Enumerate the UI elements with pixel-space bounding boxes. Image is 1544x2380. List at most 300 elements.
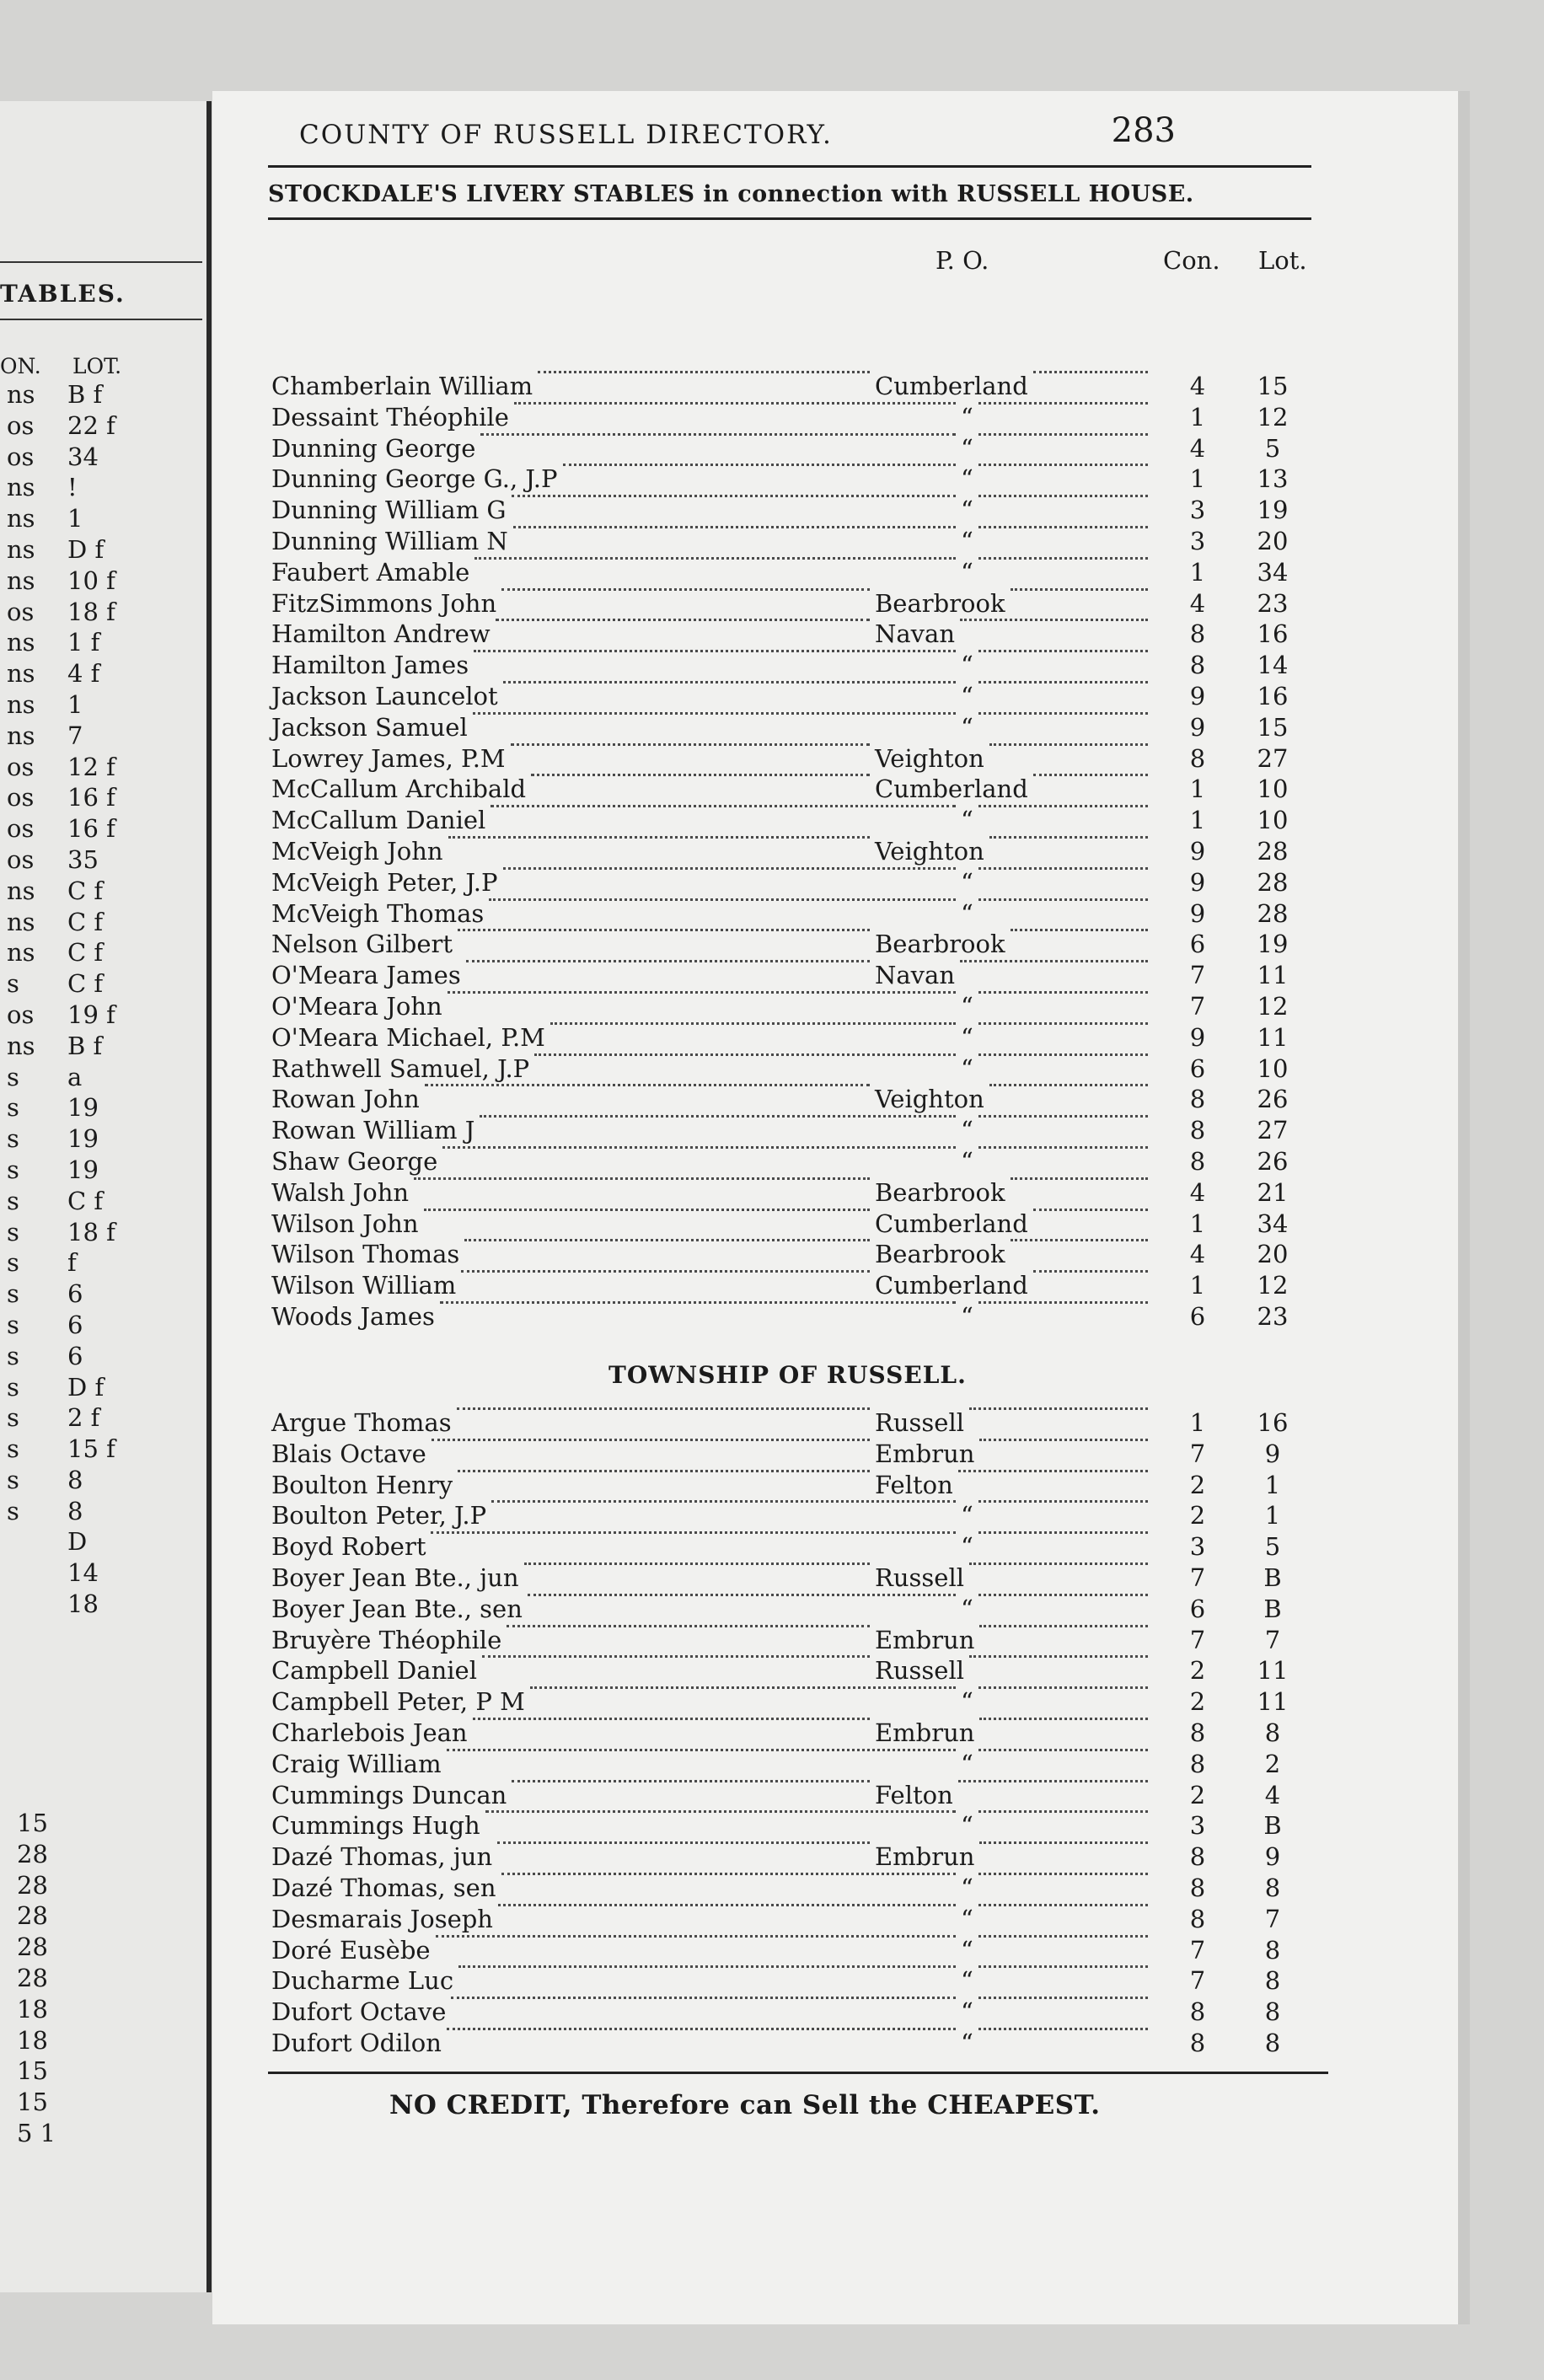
left-con-value: os [7, 1000, 35, 1029]
dot-leader [414, 1177, 870, 1180]
dot-leader [432, 1439, 870, 1441]
resident-name: O'Meara John [271, 991, 442, 1021]
post-office: “ [961, 496, 973, 525]
directory-entry [0, 464, 1315, 495]
resident-name: Hamilton Andrew [271, 619, 491, 649]
resident-name: Faubert Amable [271, 557, 470, 587]
left-lot-value: C f [67, 938, 104, 968]
lot-number: B [1263, 1811, 1282, 1841]
left-lot-value: 16 f [67, 783, 115, 812]
dot-leader [464, 1239, 870, 1241]
dot-leader [978, 1301, 1148, 1304]
dot-leader [496, 619, 870, 621]
post-office: Bearbrook [875, 1177, 1005, 1207]
post-office: Cumberland [875, 1271, 1028, 1300]
concession-number: 8 [1189, 743, 1206, 773]
page-number: 283 [1111, 111, 1176, 150]
left-lot-value: C f [67, 876, 104, 905]
post-office: “ [961, 402, 973, 432]
left-lot-value: 1 [67, 504, 83, 533]
post-office: “ [961, 1532, 973, 1562]
dot-leader [1033, 1209, 1148, 1211]
left-lot-value: 12 f [67, 752, 115, 781]
post-office: “ [961, 1873, 973, 1902]
dot-leader [978, 402, 1148, 405]
concession-number: 9 [1189, 681, 1206, 710]
left-con-value: os [7, 844, 35, 874]
left-con-value: os [7, 814, 35, 844]
directory-entry [0, 1146, 1315, 1177]
left-lot-value: 10 f [67, 566, 115, 595]
dot-leader [512, 1780, 870, 1782]
directory-entry [0, 1965, 1315, 1997]
directory-entry [0, 1625, 1315, 1656]
russell-entries [0, 1407, 1315, 2059]
post-office: “ [961, 464, 973, 494]
left-lot-value: 18 f [67, 1217, 115, 1246]
advertisement-bottom: NO CREDIT, Therefore can Sell the CHEAPEST. [389, 2090, 1101, 2120]
dot-leader [563, 464, 956, 466]
left-con-value: s [7, 1496, 19, 1525]
post-office: Cumberland [875, 1209, 1028, 1238]
dot-leader [1011, 588, 1148, 591]
resident-name: Boyd Robert [271, 1532, 426, 1562]
dot-leader [1011, 1177, 1148, 1180]
directory-entry [0, 588, 1315, 619]
resident-name: O'Meara James [271, 961, 461, 990]
resident-name: Wilson John [271, 1209, 419, 1238]
directory-entry [0, 1407, 1315, 1439]
resident-name: Wilson William [271, 1271, 457, 1300]
lot-number: 23 [1257, 1301, 1289, 1331]
directory-entry [0, 898, 1315, 930]
left-lot-value: 8 [67, 1496, 83, 1525]
concession-number: 8 [1189, 2028, 1206, 2057]
left-con-value: ns [7, 534, 35, 564]
directory-entry [0, 1780, 1315, 1811]
resident-name: Dufort Odilon [271, 2028, 442, 2057]
post-office: “ [961, 1116, 973, 1145]
lot-number: 27 [1257, 1116, 1289, 1145]
resident-name: Craig William [271, 1749, 442, 1778]
concession-number: 1 [1189, 402, 1206, 432]
dot-leader [425, 1084, 870, 1086]
dot-leader [480, 1115, 956, 1118]
lot-number: 21 [1257, 1177, 1289, 1207]
dot-leader [1011, 929, 1148, 931]
left-lot-value: D f [67, 534, 105, 564]
advertisement-top: STOCKDALE'S LIVERY STABLES in connection with RUSSELL HOUSE. [268, 181, 1194, 207]
dot-leader [531, 774, 870, 776]
left-lot-value: D f [67, 1372, 105, 1402]
post-office: “ [961, 898, 973, 928]
dot-leader [969, 1563, 1148, 1565]
dot-leader [489, 898, 956, 901]
concession-number: 8 [1189, 1116, 1206, 1145]
dot-leader [958, 1470, 1148, 1472]
left-lot-value: 28 [17, 1963, 48, 1992]
dot-leader [1011, 1239, 1148, 1241]
left-con-value: ns [7, 380, 35, 409]
resident-name: McVeigh Thomas [271, 898, 485, 928]
left-con-value: ns [7, 628, 35, 657]
left-con-value: s [7, 1310, 19, 1339]
left-con-head: ON. [0, 354, 41, 378]
concession-number: 8 [1189, 619, 1206, 649]
dot-leader [978, 1904, 1148, 1906]
resident-name: FitzSimmons John [271, 588, 497, 618]
post-office: “ [961, 1146, 973, 1176]
lot-number: 2 [1264, 1749, 1281, 1778]
directory-entry [0, 1563, 1315, 1594]
post-office: Russell [875, 1656, 964, 1686]
concession-number: 1 [1189, 806, 1206, 835]
resident-name: Chamberlain William [271, 372, 533, 400]
dot-leader [473, 1718, 870, 1720]
dot-leader [978, 1500, 1148, 1503]
directory-entry [0, 371, 1315, 402]
left-lot-value: 35 [67, 844, 99, 874]
left-lot-value: 18 [17, 2025, 48, 2055]
left-lot-value: B f [67, 380, 103, 409]
directory-entry [0, 1500, 1315, 1531]
con-column-header: Con. [1163, 246, 1220, 275]
concession-number: 1 [1189, 1408, 1206, 1437]
concession-number: 4 [1189, 433, 1206, 463]
lot-number: 28 [1257, 898, 1289, 928]
lot-number: 34 [1257, 557, 1289, 587]
dot-leader [978, 898, 1148, 901]
resident-name: Boulton Henry [271, 1470, 453, 1499]
concession-number: 4 [1189, 1177, 1206, 1207]
left-lot-value: 19 [67, 1093, 99, 1123]
dot-leader [513, 526, 956, 528]
directory-entry [0, 1209, 1315, 1240]
left-con-value: s [7, 1465, 19, 1494]
post-office: “ [961, 557, 973, 587]
lot-number: 12 [1257, 991, 1289, 1021]
left-con-value: ns [7, 566, 35, 595]
left-lot-value: 5 1 [17, 2118, 56, 2147]
dot-leader [978, 805, 1148, 807]
directory-entry [0, 1749, 1315, 1780]
dot-leader [978, 1810, 1148, 1813]
lot-number: 20 [1257, 526, 1289, 555]
dot-leader [989, 836, 1148, 839]
dot-leader [978, 495, 1148, 497]
concession-number: 8 [1189, 1085, 1206, 1114]
post-office: “ [961, 1053, 973, 1083]
dot-leader [978, 1531, 1148, 1534]
resident-name: Walsh John [271, 1177, 410, 1207]
lot-number: 13 [1257, 464, 1289, 494]
concession-number: 3 [1189, 496, 1206, 525]
left-con-value: os [7, 410, 35, 440]
resident-name: Lowrey James, P.M [271, 743, 506, 773]
left-lot-value: 1 [67, 689, 83, 719]
left-lot-value: 28 [17, 1839, 48, 1868]
left-con-value: ns [7, 659, 35, 689]
left-lot-value: 15 [17, 2056, 48, 2086]
post-office: “ [961, 1687, 973, 1717]
left-lot-value: 1 f [67, 628, 100, 657]
dot-leader [458, 1965, 956, 1968]
dot-leader [442, 1146, 956, 1149]
lot-number: 8 [1264, 1935, 1281, 1965]
lot-number: 34 [1257, 1209, 1289, 1238]
lot-number: 1 [1264, 1470, 1281, 1499]
post-office: “ [961, 526, 973, 555]
left-con-value: ns [7, 907, 35, 936]
left-con-value: s [7, 1124, 19, 1154]
concession-number: 2 [1189, 1780, 1206, 1809]
lot-number: 9 [1264, 1439, 1281, 1468]
header-rule [268, 165, 1311, 168]
concession-number: 9 [1189, 898, 1206, 928]
lot-number: 7 [1264, 1625, 1281, 1654]
left-con-value: ns [7, 938, 35, 968]
resident-name: Dazé Thomas, jun [271, 1842, 493, 1872]
left-con-value: s [7, 1155, 19, 1184]
left-lot-head: LOT. [72, 354, 122, 378]
left-con-value: s [7, 1093, 19, 1123]
lot-number: 20 [1257, 1240, 1289, 1269]
dot-leader [503, 681, 956, 683]
lot-number: 11 [1257, 1687, 1289, 1717]
left-lot-value: 6 [67, 1310, 83, 1339]
post-office: Cumberland [875, 372, 1028, 400]
dot-leader [491, 805, 956, 807]
concession-number: 9 [1189, 1022, 1206, 1052]
lot-number: 28 [1257, 836, 1289, 866]
dot-leader [960, 619, 1148, 621]
left-lot-value: ! [67, 473, 78, 502]
dot-leader [528, 1594, 956, 1596]
directory-entry [0, 433, 1315, 464]
dot-leader [491, 1500, 956, 1503]
directory-entry [0, 402, 1315, 433]
post-office: “ [961, 1811, 973, 1841]
post-office: Bearbrook [875, 588, 1005, 618]
dot-leader [485, 1810, 956, 1813]
directory-entry [0, 1053, 1315, 1085]
left-lot-value: 18 f [67, 597, 115, 626]
post-office: “ [961, 1749, 973, 1778]
directory-entry [0, 960, 1315, 991]
left-con-value: s [7, 1279, 19, 1309]
directory-entry [0, 1301, 1315, 1332]
dot-leader [458, 929, 870, 931]
dot-leader [978, 650, 1148, 652]
post-office: Veighton [875, 743, 984, 773]
dot-leader [451, 1997, 956, 1999]
left-lot-value: 22 f [67, 410, 115, 440]
directory-entry [0, 1177, 1315, 1209]
left-con-value: s [7, 1341, 19, 1370]
dot-leader [474, 650, 956, 652]
left-lot-value: C f [67, 907, 104, 936]
directory-entry [0, 650, 1315, 681]
left-lot-value: a [67, 1062, 83, 1091]
directory-entry [0, 743, 1315, 775]
post-office: “ [961, 1904, 973, 1933]
left-lot-value: 28 [17, 1901, 48, 1931]
dot-leader [436, 1935, 956, 1938]
dot-leader [978, 1749, 1148, 1751]
left-lot-value: C f [67, 969, 104, 999]
dot-leader [458, 1470, 870, 1472]
dot-leader [448, 836, 870, 839]
concession-number: 7 [1189, 1966, 1206, 1996]
resident-name: Cummings Duncan [271, 1780, 507, 1809]
directory-entry [0, 619, 1315, 650]
resident-name: McCallum Archibald [271, 775, 527, 804]
lot-number: 9 [1264, 1842, 1281, 1872]
concession-number: 8 [1189, 1749, 1206, 1778]
directory-entry [0, 1022, 1315, 1053]
left-con-value: ns [7, 504, 35, 533]
left-lot-value: 28 [17, 1870, 48, 1900]
lot-number: 15 [1257, 712, 1289, 742]
dot-leader [978, 1146, 1148, 1149]
post-office: Bearbrook [875, 1240, 1005, 1269]
concession-number: 8 [1189, 1904, 1206, 1933]
post-office: Russell [875, 1563, 964, 1592]
resident-name: Rowan William J [271, 1116, 475, 1145]
left-lot-value: 28 [17, 1932, 48, 1962]
dot-leader [978, 1686, 1148, 1689]
left-con-value: os [7, 597, 35, 626]
directory-entry [0, 1686, 1315, 1718]
concession-number: 6 [1189, 1053, 1206, 1083]
concession-number: 7 [1189, 1625, 1206, 1654]
dot-leader [958, 1780, 1148, 1782]
lot-number: 8 [1264, 2028, 1281, 2057]
directory-entry [0, 1115, 1315, 1146]
concession-number: 3 [1189, 1532, 1206, 1562]
directory-entry [0, 1084, 1315, 1115]
concession-number: 4 [1189, 372, 1206, 400]
lot-number: B [1263, 1563, 1282, 1592]
section-title: TOWNSHIP OF RUSSELL. [608, 1361, 967, 1389]
dot-leader [1033, 371, 1148, 373]
concession-number: 7 [1189, 1563, 1206, 1592]
directory-entry [0, 1594, 1315, 1625]
lot-number: 19 [1257, 496, 1289, 525]
left-con-value: os [7, 783, 35, 812]
left-con-value: os [7, 442, 35, 471]
resident-name: Nelson Gilbert [271, 930, 453, 959]
post-office: Embrun [875, 1842, 975, 1872]
post-office: Felton [875, 1470, 953, 1499]
resident-name: Bruyère Théophile [271, 1625, 502, 1654]
resident-name: Dunning George [271, 433, 476, 463]
lot-number: 5 [1264, 433, 1281, 463]
resident-name: Wilson Thomas [271, 1240, 460, 1269]
dot-leader [978, 1022, 1148, 1025]
po-column-header: P. O. [936, 246, 989, 275]
lot-number: 12 [1257, 402, 1289, 432]
post-office: “ [961, 1301, 973, 1331]
concession-number: 1 [1189, 464, 1206, 494]
left-lot-value: 8 [67, 1465, 83, 1494]
dot-leader [473, 712, 956, 715]
concession-number: 1 [1189, 557, 1206, 587]
directory-entry [0, 1841, 1315, 1873]
left-con-value: s [7, 1403, 19, 1433]
lot-number: 11 [1257, 1022, 1289, 1052]
left-lot-value: 18 [17, 1994, 48, 2024]
dot-leader [989, 1084, 1148, 1086]
concession-number: 1 [1189, 1271, 1206, 1300]
directory-entry [0, 1239, 1315, 1270]
left-con-value: ns [7, 1031, 35, 1060]
dot-leader [978, 712, 1148, 715]
dot-leader [960, 960, 1148, 962]
lot-number: 28 [1257, 867, 1289, 897]
post-office: “ [961, 433, 973, 463]
resident-name: Boyer Jean Bte., jun [271, 1563, 519, 1592]
concession-number: 2 [1189, 1656, 1206, 1686]
lot-number: 8 [1264, 1997, 1281, 2027]
dot-leader [978, 557, 1148, 560]
post-office: Veighton [875, 1085, 984, 1114]
directory-entry [0, 1935, 1315, 1966]
resident-name: Boulton Peter, J.P [271, 1501, 487, 1530]
left-con-value: ns [7, 876, 35, 905]
lot-number: 15 [1257, 372, 1289, 400]
resident-name: Hamilton James [271, 651, 469, 680]
lot-number: 10 [1257, 806, 1289, 835]
dot-leader [440, 1301, 956, 1304]
post-office: “ [961, 806, 973, 835]
lot-number: 27 [1257, 743, 1289, 773]
resident-name: Doré Eusèbe [271, 1935, 431, 1965]
left-con-value: s [7, 1062, 19, 1091]
lot-number: 16 [1257, 619, 1289, 649]
dot-leader [466, 960, 870, 962]
post-office: “ [961, 1997, 973, 2027]
left-con-value: s [7, 969, 19, 999]
dot-leader [448, 991, 956, 994]
left-lot-value: 15 [17, 2088, 48, 2117]
left-con-value: ns [7, 721, 35, 750]
left-lot-value: 6 [67, 1279, 83, 1309]
dot-leader [474, 557, 956, 560]
dot-leader [480, 433, 956, 436]
lot-column-header: Lot. [1258, 246, 1307, 275]
post-office: “ [961, 1935, 973, 1965]
resident-name: Campbell Daniel [271, 1656, 477, 1686]
left-lot-value: 19 [67, 1155, 99, 1184]
post-office: “ [961, 991, 973, 1021]
concession-number: 3 [1189, 526, 1206, 555]
dot-leader [497, 1841, 870, 1844]
lot-number: 16 [1257, 681, 1289, 710]
concession-number: 4 [1189, 588, 1206, 618]
concession-number: 7 [1189, 1935, 1206, 1965]
concession-number: 8 [1189, 1842, 1206, 1872]
dot-leader [461, 1270, 870, 1273]
directory-entry [0, 1904, 1315, 1935]
concession-number: 8 [1189, 1997, 1206, 2027]
resident-name: McVeigh Peter, J.P [271, 867, 498, 897]
dot-leader [978, 1594, 1148, 1596]
resident-name: Jackson Launcelot [271, 681, 498, 710]
left-lot-value: 2 f [67, 1403, 100, 1433]
resident-name: Desmarais Joseph [271, 1904, 493, 1933]
lot-number: 5 [1264, 1532, 1281, 1562]
